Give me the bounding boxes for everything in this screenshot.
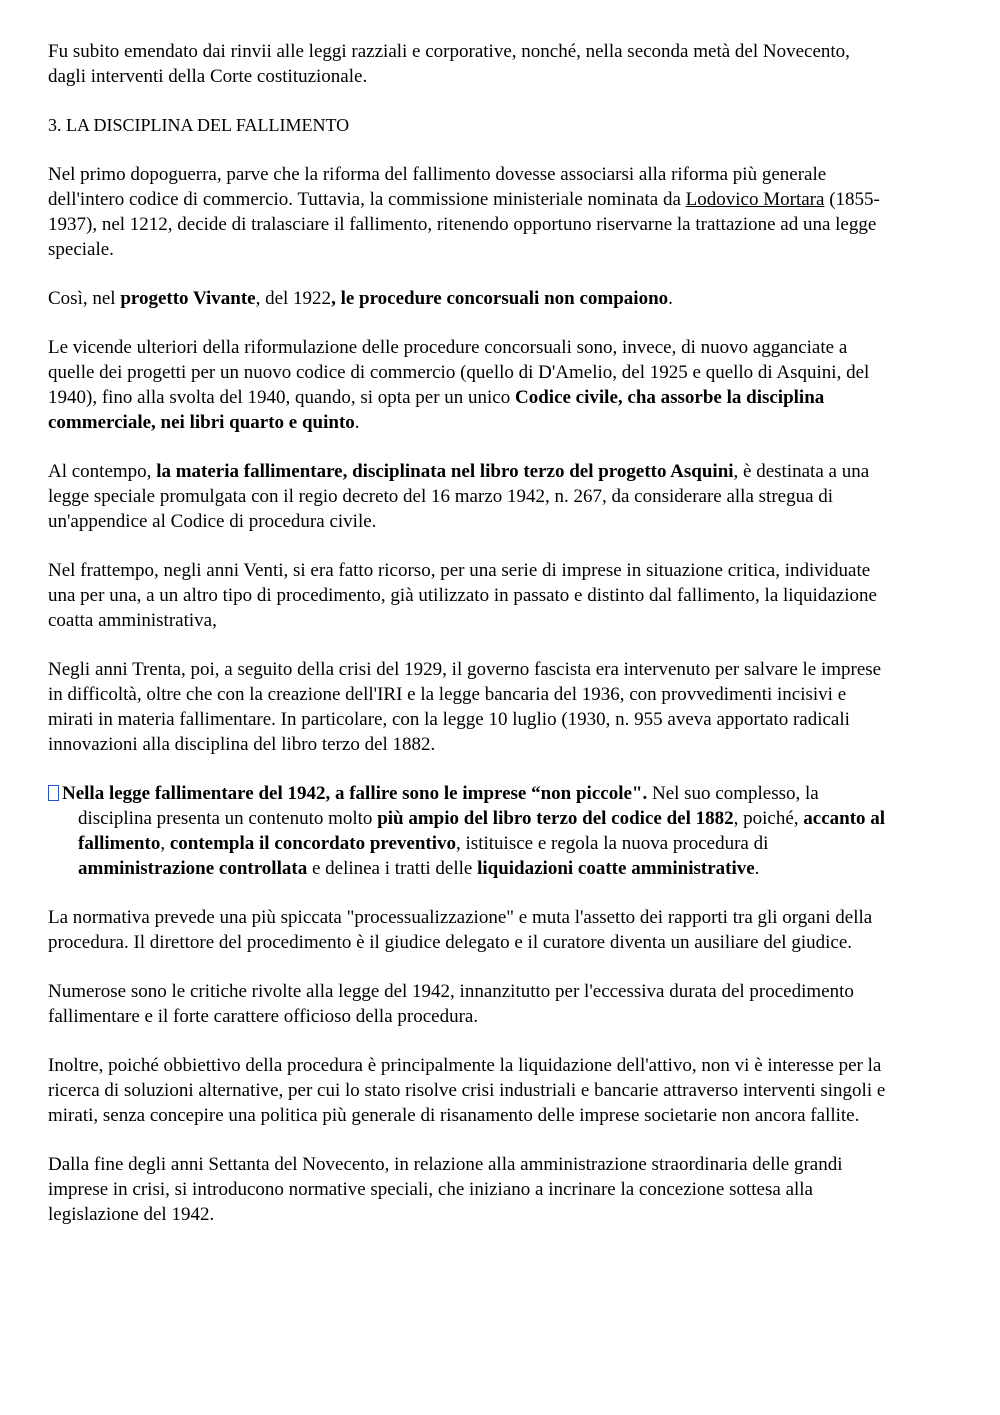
- text-run: Nel primo dopoguerra, parve che la riforma del fallimento dovesse associarsi alla riforma più generale dell'intero codice di commercio. Tuttavia, la commissione ministeriale nominata da: [48, 164, 827, 210]
- paragraph: [48, 286, 888, 311]
- text-run: Nel suo complesso, la disciplina presenta un contenuto molto: [78, 783, 819, 829]
- bold-text: amministrazione controllata: [78, 858, 308, 879]
- text-run: , istituisce e regola la nuova procedura di: [456, 833, 769, 854]
- text-run: Al contempo,: [48, 461, 157, 482]
- text-run: (1855-1937), nel 1212, decide di tralasciare il fallimento, ritenendo opportuno riservarne la trattazione ad una legge speciale.: [48, 189, 880, 260]
- text-run: ,: [160, 833, 170, 854]
- bold-text: più ampio del libro terzo del codice del 1882: [377, 808, 734, 829]
- paragraph: Negli anni Trenta, poi, a seguito della crisi del 1929, il governo fascista era intervenuto per salvare le imprese in difficoltà, oltre che con la creazione dell'IRI e la legge bancaria del 1936, con provvedimenti incisivi e mirati in materia fallimentare. In particolare, con la legge 10 luglio (1930, n. 955 aveva apportato radicali innovazioni alla disciplina del libro terzo del 1882.: [48, 659, 882, 755]
- text-run: , poiché,: [733, 808, 804, 829]
- paragraph: Numerose sono le critiche rivolte alla legge del 1942, innanzitutto per l'eccessiva durata del procedimento fallimentare e il forte carattere officioso della procedura.: [48, 981, 854, 1027]
- bold-text: contempla il concordato preventivo: [169, 833, 457, 854]
- bold-text: , le procedure concorsuali non compaiono: [331, 288, 669, 309]
- paragraph: Dalla fine degli anni Settanta del Novecento, in relazione alla amministrazione straordinaria delle grandi imprese in crisi, si introducono normative speciali, che iniziano a incrinare la concezione sottesa alla legislazione del 1942.: [48, 1154, 843, 1225]
- bold-text: la materia fallimentare, disciplinata nel libro terzo del progetto Asquini: [156, 461, 734, 482]
- text-run: Le vicende ulteriori della riformulazione delle procedure concorsuali sono, invece, di nuovo agganciate a quelle dei progetti per un nuovo codice di commercio (quello di D'Amelio, del 1925 e quello di Asquini, del 1940), fino alla svolta del 1940, quando, si opta per un unico: [48, 337, 870, 408]
- text-run: e delinea i tratti delle: [307, 858, 478, 879]
- text-run: , è destinata a una legge speciale promulgata con il regio decreto del 16 marzo 1942, n. 267, da considerare alla stregua di un'appendice al Codice di procedura civile.: [48, 461, 870, 532]
- bold-text: progetto Vivante: [120, 288, 256, 309]
- paragraph: La normativa prevede una più spiccata "processualizzazione" e muta l'assetto dei rapporti tra gli organi della procedura. Il direttore del procedimento è il giudice delegato e il curatore diventa un ausiliare del giudice.: [48, 907, 873, 953]
- paragraph: [48, 162, 888, 262]
- bold-text: Codice civile, cha assorbe la disciplina commerciale, nei libri quarto e quinto: [48, 387, 825, 433]
- text-run: .: [754, 858, 760, 879]
- paragraph: [48, 459, 888, 534]
- text-run: , del 1922: [255, 288, 332, 309]
- section-heading: 3. LA DISCIPLINA DEL FALLIMENTO: [48, 115, 350, 135]
- text-run: Così, nel: [48, 288, 121, 309]
- paragraph: Inoltre, poiché obbiettivo della procedura è principalmente la liquidazione dell'attivo, non vi è interesse per la ricerca di soluzioni alternative, per cui lo stato risolve crisi industriali e bancarie attraverso interventi singoli e mirati, senza concepire una politica più generale di risanamento delle imprese societarie non ancora fallite.: [48, 1055, 886, 1126]
- paragraph: Fu subito emendato dai rinvii alle leggi razziali e corporative, nonché, nella seconda metà del Novecento, dagli interventi della Corte costituzionale.: [48, 41, 850, 87]
- bullet-paragraph: [48, 781, 888, 881]
- bold-text: accanto al fallimento: [78, 808, 886, 854]
- paragraph: Nel frattempo, negli anni Venti, si era fatto ricorso, per una serie di imprese in situazione critica, individuate una per una, a un altro tipo di procedimento, già utilizzato in passato e distinto dal fallimento, la liquidazione coatta amministrativa,: [48, 560, 877, 631]
- paragraph: [48, 335, 888, 435]
- document-page: [48, 39, 888, 1251]
- text-run: .: [354, 412, 360, 433]
- bold-text: liquidazioni coatte amministrative: [477, 858, 755, 879]
- missing-glyph-box-icon: [48, 785, 59, 801]
- lodovico-mortara-link[interactable]: Lodovico Mortara: [685, 189, 825, 210]
- bold-text: Nella legge fallimentare del 1942, a fallire sono le imprese “non piccole".: [62, 783, 648, 804]
- text-run: .: [668, 288, 673, 309]
